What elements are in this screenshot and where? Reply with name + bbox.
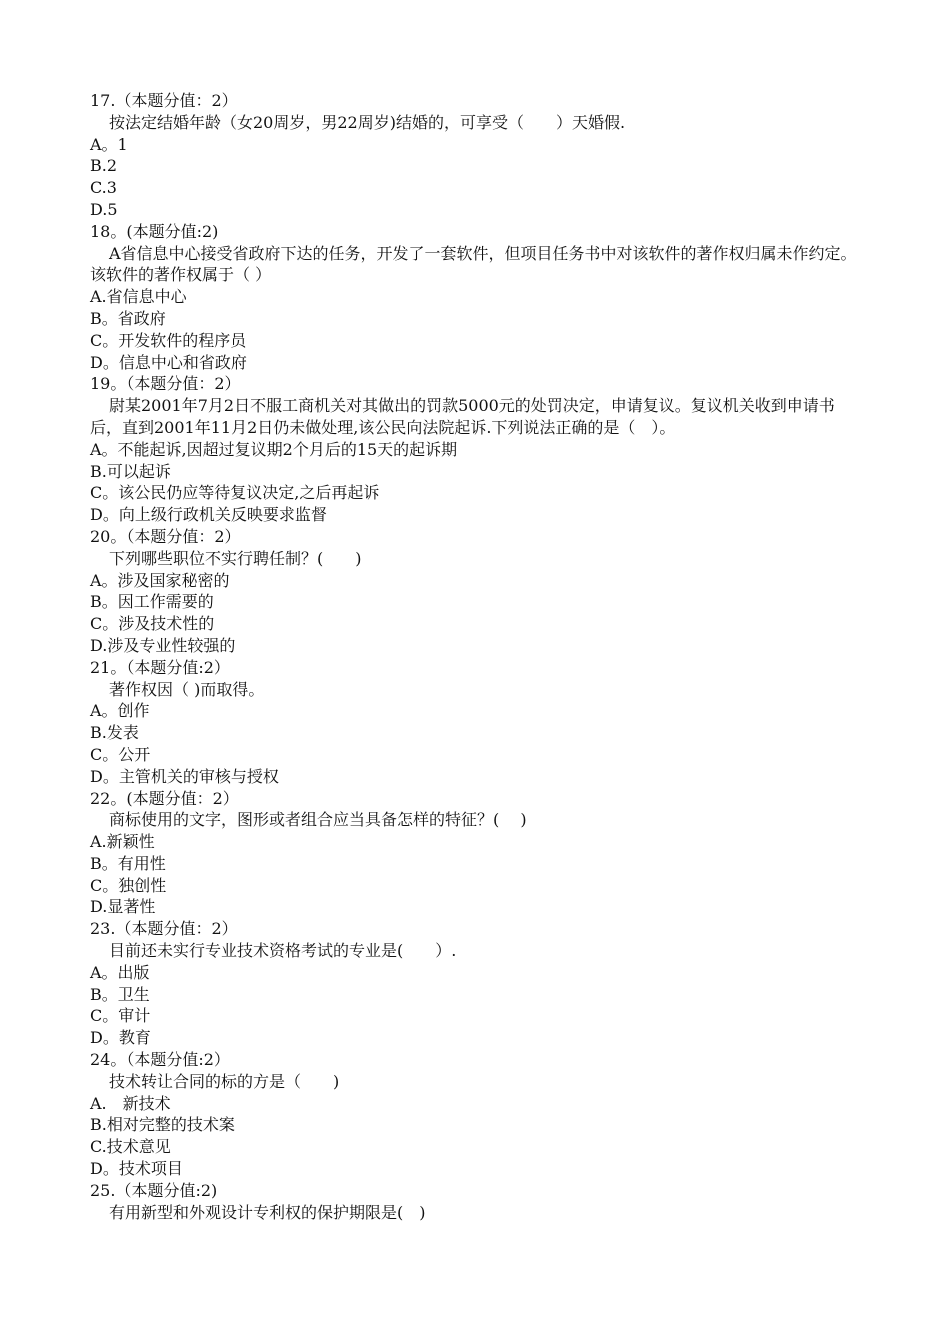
option-a: A。涉及国家秘密的 xyxy=(90,570,230,590)
question-23 xyxy=(90,918,865,1049)
question-21 xyxy=(90,657,865,788)
option-a: A. 新技术 xyxy=(90,1093,171,1113)
question-header: 20。（本题分值：2） xyxy=(90,526,241,546)
option-a: A。出版 xyxy=(90,962,150,982)
question-stem: A省信息中心接受省政府下达的任务，开发了一套软件，但项目任务书中对该软件的著作权归属未作约定。该软件的著作权属于（ ） xyxy=(90,243,857,285)
question-stem: 商标使用的文字，图形或者组合应当具备怎样的特征？( ) xyxy=(109,810,527,830)
option-c: C。该公民仍应等待复议决定,之后再起诉 xyxy=(90,483,380,503)
option-d: D。教育 xyxy=(90,1028,151,1048)
question-18 xyxy=(90,221,865,374)
option-c: C。开发软件的程序员 xyxy=(90,330,247,350)
question-header: 22。(本题分值：2） xyxy=(90,788,239,808)
question-24 xyxy=(90,1049,865,1180)
option-d: D.5 xyxy=(90,199,118,219)
question-stem: 著作权因（ )而取得。 xyxy=(109,679,265,699)
question-stem: 按法定结婚年龄（女20周岁，男22周岁)结婚的，可享受（ ）天婚假. xyxy=(109,112,626,132)
question-header: 25.（本题分值:2) xyxy=(90,1180,218,1200)
option-b: B.发表 xyxy=(90,723,139,743)
question-stem: 有用新型和外观设计专利权的保护期限是( ) xyxy=(109,1202,426,1222)
option-d: D.涉及专业性较强的 xyxy=(90,635,236,655)
question-header: 23.（本题分值：2） xyxy=(90,919,238,939)
option-b: B。因工作需要的 xyxy=(90,592,214,612)
option-a: A.省信息中心 xyxy=(90,287,187,307)
question-header: 19。（本题分值：2） xyxy=(90,374,241,394)
option-d: D。主管机关的审核与授权 xyxy=(90,766,279,786)
option-d: D.显著性 xyxy=(90,897,156,917)
option-d: D。技术项目 xyxy=(90,1159,183,1179)
question-17 xyxy=(90,90,865,221)
option-c: C。独创性 xyxy=(90,875,167,895)
option-b: B.2 xyxy=(90,156,118,176)
option-d: D。信息中心和省政府 xyxy=(90,352,247,372)
option-b: B.可以起诉 xyxy=(90,461,171,481)
option-b: B。卫生 xyxy=(90,984,150,1004)
question-20 xyxy=(90,526,865,657)
question-stem: 下列哪些职位不实行聘任制？( ) xyxy=(109,548,362,568)
option-d: D。向上级行政机关反映要求监督 xyxy=(90,505,327,525)
exam-page xyxy=(90,90,865,1223)
question-header: 24。（本题分值:2） xyxy=(90,1050,230,1070)
question-25 xyxy=(90,1180,865,1224)
option-a: A.新颖性 xyxy=(90,832,155,852)
option-c: C。涉及技术性的 xyxy=(90,614,215,634)
option-c: C.技术意见 xyxy=(90,1137,171,1157)
question-19 xyxy=(90,373,865,526)
question-header: 21。（本题分值:2） xyxy=(90,657,230,677)
option-b: B.相对完整的技术案 xyxy=(90,1115,235,1135)
option-b: B。省政府 xyxy=(90,308,166,328)
question-22 xyxy=(90,788,865,919)
option-b: B。有用性 xyxy=(90,853,166,873)
question-stem: 尉某2001年7月2日不服工商机关对其做出的罚款5000元的处罚决定，申请复议。复议机关收到申请书后，直到2001年11月2日仍未做处理,该公民向法院起诉.下列说法正确的是（ ）。 xyxy=(90,396,835,437)
option-a: A。不能起诉,因超过复议期2个月后的15天的起诉期 xyxy=(90,439,458,459)
option-c: C。审计 xyxy=(90,1006,151,1026)
option-a: A。1 xyxy=(90,134,128,154)
option-c: C。公开 xyxy=(90,744,151,764)
option-a: A。创作 xyxy=(90,701,150,721)
question-header: 18。(本题分值:2) xyxy=(90,221,219,241)
option-c: C.3 xyxy=(90,178,117,198)
question-stem: 目前还未实行专业技术资格考试的专业是( ）. xyxy=(109,941,457,961)
question-header: 17.（本题分值：2） xyxy=(90,91,238,110)
question-stem: 技术转让合同的标的方是（ ) xyxy=(109,1071,340,1091)
